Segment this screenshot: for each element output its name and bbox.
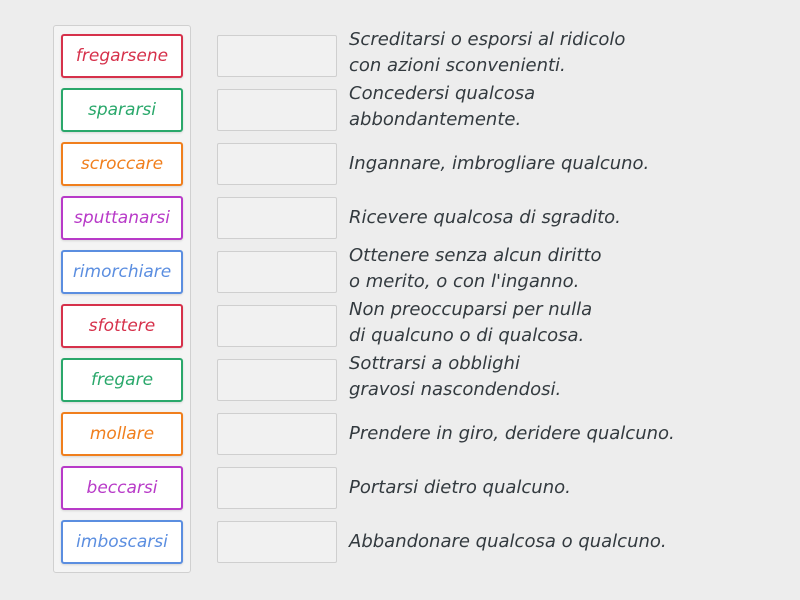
word-card-3[interactable]: sputtanarsi [61, 196, 183, 240]
drop-slot-7[interactable] [217, 413, 337, 455]
drop-slot-6[interactable] [217, 359, 337, 401]
drop-slot-1[interactable] [217, 89, 337, 131]
definition-line-1: Prendere in giro, deridere qualcuno. [349, 423, 675, 444]
drop-slot-2[interactable] [217, 143, 337, 185]
definition-4 [349, 243, 789, 295]
definition-line-2: gravosi nascondendosi. [349, 379, 562, 400]
definition-7 [349, 421, 789, 447]
definition-6 [349, 351, 789, 403]
word-card-6[interactable]: fregare [61, 358, 183, 402]
definition-1 [349, 81, 789, 133]
definition-5 [349, 297, 789, 349]
drop-slot-5[interactable] [217, 305, 337, 347]
definition-0 [349, 27, 789, 79]
definition-line-1: Sottrarsi a obblighi [349, 353, 520, 374]
definition-line-1: Ottenere senza alcun diritto [349, 245, 602, 266]
definition-line-2: di qualcuno o di qualcosa. [349, 325, 585, 346]
drop-slot-4[interactable] [217, 251, 337, 293]
word-card-4[interactable]: rimorchiare [61, 250, 183, 294]
definition-line-1: Ricevere qualcosa di sgradito. [349, 207, 621, 228]
definition-line-1: Non preoccuparsi per nulla [349, 299, 593, 320]
definition-line-2: abbondantemente. [349, 109, 522, 130]
definition-9 [349, 529, 789, 555]
definition-line-1: Portarsi dietro qualcuno. [349, 477, 571, 498]
drop-slot-9[interactable] [217, 521, 337, 563]
word-card-2[interactable]: scroccare [61, 142, 183, 186]
word-card-9[interactable]: imboscarsi [61, 520, 183, 564]
word-bank-panel [53, 25, 191, 573]
definition-3 [349, 205, 789, 231]
definition-line-2: o merito, o con l'inganno. [349, 271, 580, 292]
drop-slot-8[interactable] [217, 467, 337, 509]
word-card-5[interactable]: sfottere [61, 304, 183, 348]
word-card-8[interactable]: beccarsi [61, 466, 183, 510]
definition-line-1: Screditarsi o esporsi al ridicolo [349, 29, 626, 50]
drop-slot-3[interactable] [217, 197, 337, 239]
definition-line-1: Concedersi qualcosa [349, 83, 536, 104]
word-card-7[interactable]: mollare [61, 412, 183, 456]
definition-line-2: con azioni sconvenienti. [349, 55, 566, 76]
definition-2 [349, 151, 789, 177]
definition-line-1: Abbandonare qualcosa o qualcuno. [349, 531, 667, 552]
word-card-1[interactable]: spararsi [61, 88, 183, 132]
drop-slot-0[interactable] [217, 35, 337, 77]
word-card-0[interactable]: fregarsene [61, 34, 183, 78]
definition-line-1: Ingannare, imbrogliare qualcuno. [349, 153, 650, 174]
definition-8 [349, 475, 789, 501]
